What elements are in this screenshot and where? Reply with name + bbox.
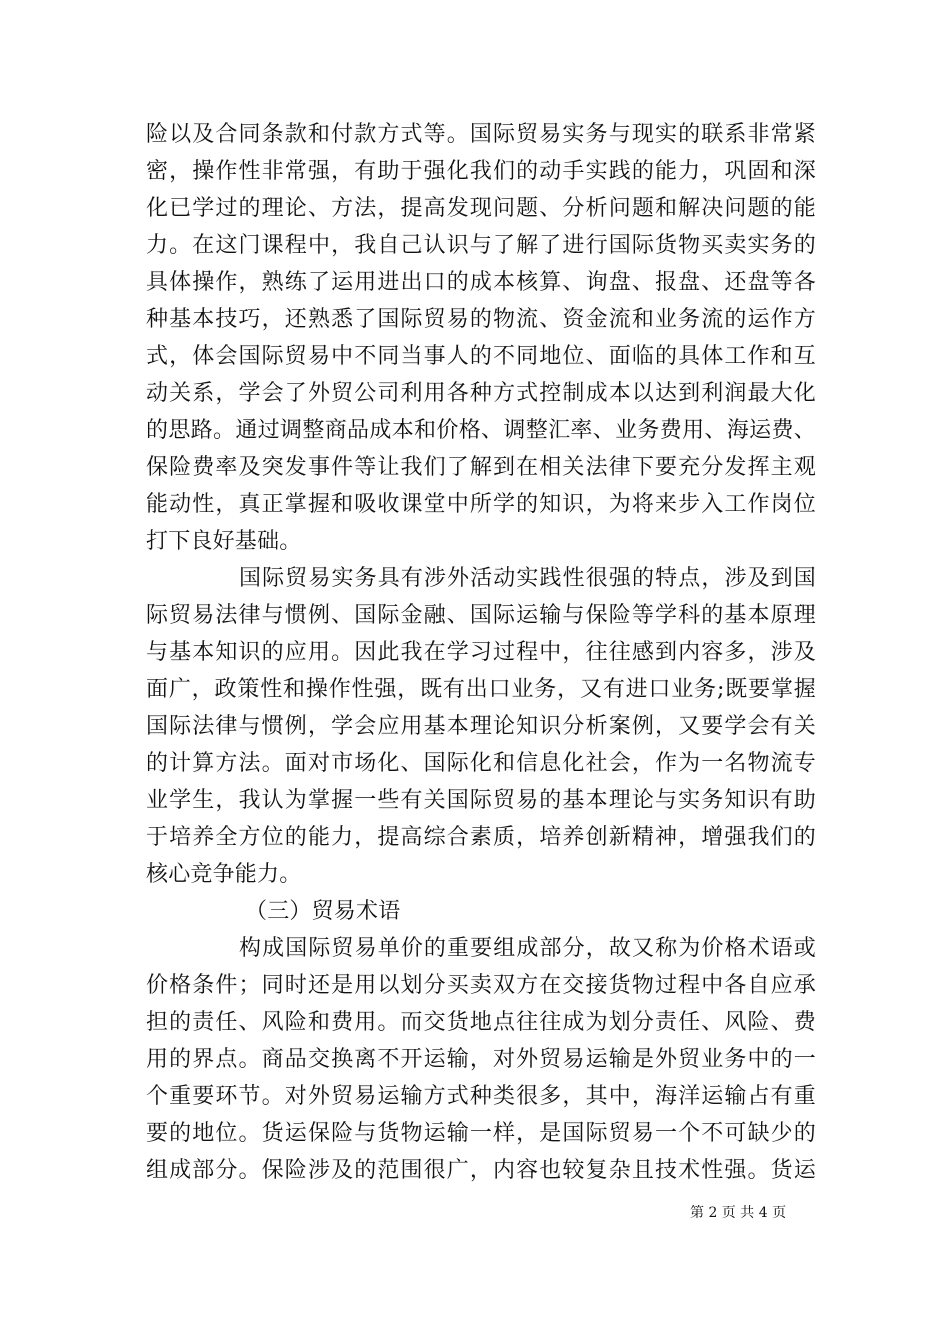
text-line: 担的责任、风险和费用。而交货地点往往成为划分责任、风险、费 (146, 1010, 816, 1035)
text-line: 个重要环节。对外贸易运输方式种类很多，其中，海洋运输占有重 (146, 1084, 816, 1109)
paragraph-first-line: 构成国际贸易单价的重要组成部分，故又称为价格术语或 (239, 936, 816, 961)
text-line: 于培养全方位的能力，提高综合素质，培养创新精神，增强我们的 (146, 825, 816, 850)
text-line: 保险费率及突发事件等让我们了解到在相关法律下要充分发挥主观 (146, 455, 816, 480)
text-line: 国际法律与惯例，学会应用基本理论知识分析案例，又要学会有关 (146, 714, 816, 739)
text-line: 业学生，我认为掌握一些有关国际贸易的基本理论与实务知识有助 (146, 788, 816, 813)
body-text (146, 116, 816, 1189)
text-line: 核心竞争能力。 (146, 862, 302, 887)
text-line: 的思路。通过调整商品成本和价格、调整汇率、业务费用、海运费、 (146, 418, 816, 443)
text-line: 力。在这门课程中，我自己认识与了解了进行国际货物买卖实务的 (146, 233, 816, 258)
text-line: 用的界点。商品交换离不开运输，对外贸易运输是外贸业务中的一 (146, 1047, 816, 1072)
text-line: 打下良好基础。 (146, 529, 302, 554)
section-heading: （三）贸易术语 (245, 899, 401, 924)
text-line: 动关系，学会了外贸公司利用各种方式控制成本以达到利润最大化 (146, 381, 816, 406)
text-line: 际贸易法律与惯例、国际金融、国际运输与保险等学科的基本原理 (146, 603, 816, 628)
text-line: 具体操作，熟练了运用进出口的成本核算、询盘、报盘、还盘等各 (146, 270, 816, 295)
page-number: 第 2 页 共 4 页 (690, 1205, 787, 1221)
text-line: 面广，政策性和操作性强，既有出口业务，又有进口业务;既要掌握 (146, 677, 816, 702)
text-line: 组成部分。保险涉及的范围很广，内容也较复杂且技术性强。货运 (146, 1158, 816, 1183)
text-line: 要的地位。货运保险与货物运输一样，是国际贸易一个不可缺少的 (146, 1121, 816, 1146)
text-line: 与基本知识的应用。因此我在学习过程中，往往感到内容多，涉及 (146, 640, 816, 665)
text-line: 险以及合同条款和付款方式等。国际贸易实务与现实的联系非常紧 (146, 122, 816, 147)
text-line: 密，操作性非常强，有助于强化我们的动手实践的能力，巩固和深 (146, 159, 816, 184)
text-line: 的计算方法。面对市场化、国际化和信息化社会，作为一名物流专 (146, 751, 816, 776)
text-line: 式，体会国际贸易中不同当事人的不同地位、面临的具体工作和互 (146, 344, 816, 369)
text-line: 价格条件；同时还是用以划分买卖双方在交接货物过程中各自应承 (146, 973, 816, 998)
text-line: 化已学过的理论、方法，提高发现问题、分析问题和解决问题的能 (146, 196, 816, 221)
text-line: 种基本技巧，还熟悉了国际贸易的物流、资金流和业务流的运作方 (146, 307, 816, 332)
text-line: 能动性，真正掌握和吸收课堂中所学的知识，为将来步入工作岗位 (146, 492, 816, 517)
paragraph-first-line: 国际贸易实务具有涉外活动实践性很强的特点，涉及到国 (239, 566, 816, 591)
